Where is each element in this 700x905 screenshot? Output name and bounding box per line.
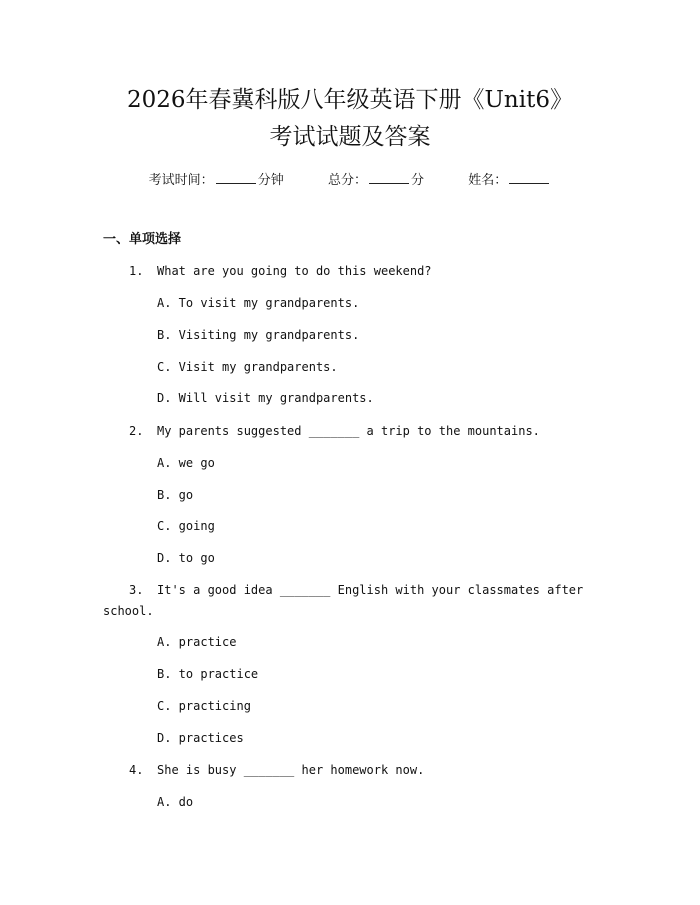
exam-meta xyxy=(0,170,700,190)
score-label: 总分： xyxy=(327,173,367,188)
question-text: My parents suggested _______ a trip to the mountains. xyxy=(157,424,540,438)
option: C. going xyxy=(157,519,215,533)
question-number: 1. xyxy=(129,264,144,278)
option: A. To visit my grandparents. xyxy=(157,296,360,310)
title-line-2: 考试试题及答案 xyxy=(269,124,431,150)
question-text-continued: school. xyxy=(103,604,154,618)
question-text: What are you going to do this weekend? xyxy=(157,264,432,278)
name-label: 姓名： xyxy=(468,173,508,188)
score-blank xyxy=(369,170,409,184)
question-number: 3. xyxy=(129,583,144,597)
option: C. Visit my grandparents. xyxy=(157,360,338,374)
name-blank xyxy=(509,170,549,184)
title-line-1: 2026年春冀科版八年级英语下册《Unit6》 xyxy=(127,87,573,113)
time-blank xyxy=(216,170,256,184)
option: D. to go xyxy=(157,551,215,565)
option: B. go xyxy=(157,488,194,502)
option: B. Visiting my grandparents. xyxy=(157,328,360,342)
question-number: 2. xyxy=(129,424,144,438)
score-unit: 分 xyxy=(411,173,425,188)
section-title: 一、单项选择 xyxy=(103,232,182,247)
question-text: It's a good idea _______ English with your classmates after xyxy=(157,583,584,597)
option: A. we go xyxy=(157,456,215,470)
option: C. practicing xyxy=(157,699,251,713)
option: B. to practice xyxy=(157,667,259,681)
option: A. practice xyxy=(157,635,237,649)
question-number: 4. xyxy=(129,763,144,777)
option: D. practices xyxy=(157,731,244,745)
time-unit: 分钟 xyxy=(257,173,284,188)
question-text: She is busy _______ her homework now. xyxy=(157,763,425,777)
option: A. do xyxy=(157,795,194,809)
option: D. Will visit my grandparents. xyxy=(157,391,374,405)
time-label: 考试时间： xyxy=(148,173,214,188)
